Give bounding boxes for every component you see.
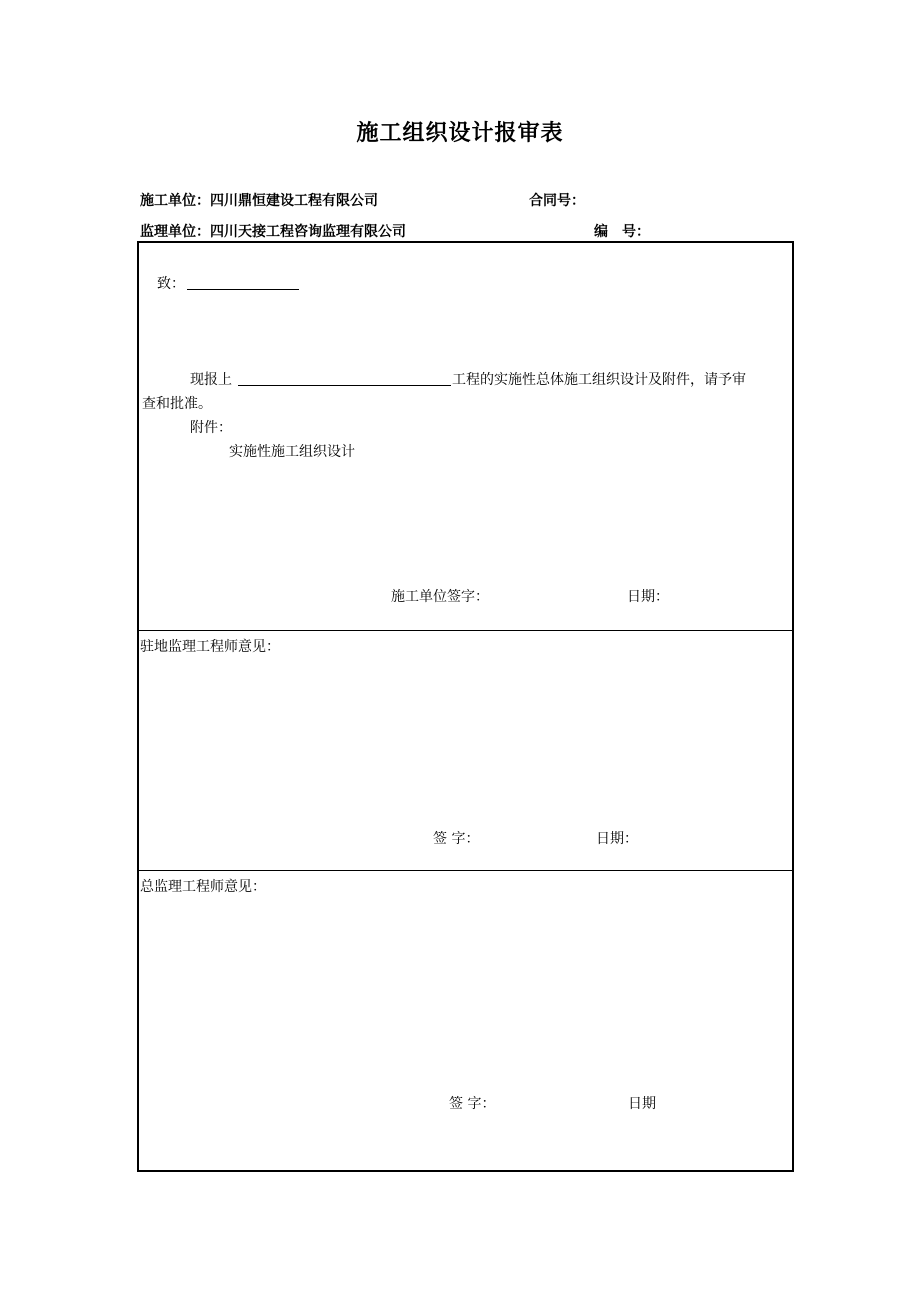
supervisor-name: 四川天接工程咨询监理有限公司	[210, 224, 406, 240]
chief-sign-label: 签 字：	[449, 1096, 496, 1112]
chief-engineer-heading: 总监理工程师意见：	[140, 879, 266, 895]
to-recipient-blank[interactable]	[187, 289, 299, 290]
report-suffix: 工程的实施性总体施工组织设计及附件，请予审	[452, 372, 746, 388]
supervisor-label: 监理单位：	[140, 224, 210, 240]
attachment-item: 实施性施工组织设计	[229, 444, 355, 460]
contractor-label: 施工单位：	[140, 193, 210, 209]
form-table	[137, 241, 794, 1172]
attachment-label: 附件：	[190, 420, 232, 436]
section-divider-1	[139, 630, 792, 631]
contractor-sign-label: 施工单位签字：	[391, 589, 489, 605]
to-label: 致：	[157, 276, 185, 292]
resident-sign-label: 签 字：	[433, 831, 480, 847]
page-title: 施工组织设计报审表	[356, 121, 564, 146]
serial-no-label: 编 号：	[594, 224, 650, 240]
section-divider-2	[139, 870, 792, 871]
chief-date-label: 日期	[628, 1096, 656, 1112]
resident-date-label: 日期：	[596, 831, 638, 847]
contractor-name: 四川鼎恒建设工程有限公司	[210, 193, 378, 209]
contractor-row	[140, 190, 378, 210]
supervisor-row	[140, 221, 406, 241]
project-name-blank[interactable]	[238, 385, 451, 386]
contract-no-label: 合同号：	[529, 193, 585, 209]
contractor-date-label: 日期：	[627, 589, 669, 605]
report-line-2: 查和批准。	[142, 396, 212, 412]
report-prefix: 现报上	[190, 372, 232, 388]
resident-engineer-heading: 驻地监理工程师意见：	[140, 639, 280, 655]
